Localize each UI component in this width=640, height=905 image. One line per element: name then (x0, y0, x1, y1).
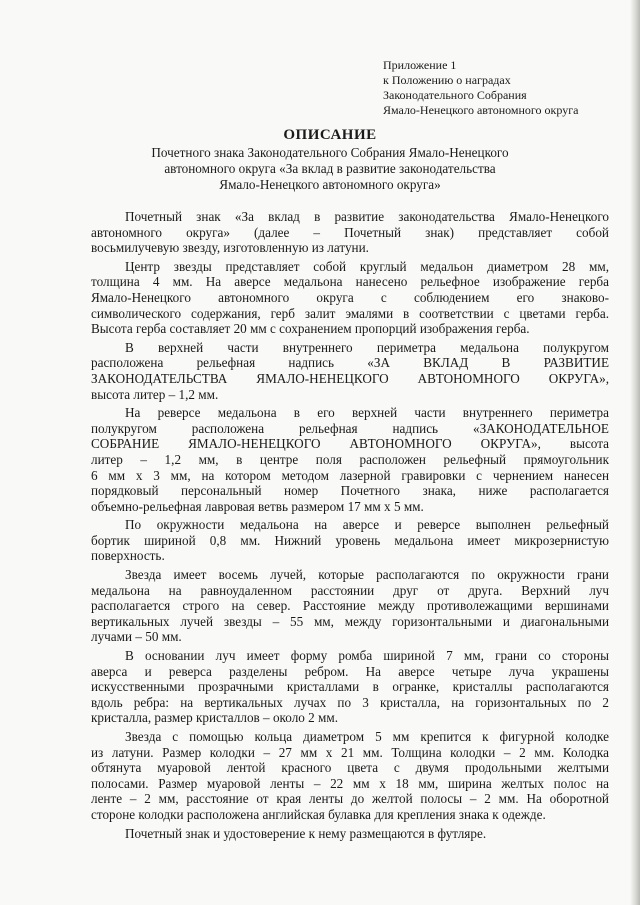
paragraph-line: лучами – 50 мм. (91, 629, 182, 645)
paragraph-line: объемно-рельефная лавровая ветвь размером 17 мм х 5 мм. (91, 498, 424, 514)
paragraph-line: литер – 1,2 мм, в центре поля расположен рельефный прямоугольник (91, 451, 609, 467)
paragraph-line: восьмилучевую звезду, изготовленную из латуни. (91, 240, 369, 256)
paragraph-line: 6 мм х 3 мм, на котором методом лазерной гравировки с чернением нанесен (91, 467, 609, 483)
appendix-line: к Положению о наградах (383, 73, 511, 87)
paragraph-line: медальона на равноудаленном расстоянии друг от друга. Верхний луч (91, 582, 609, 598)
paragraph-line: По окружности медальона на аверсе и реверсе выполнен рельефный (125, 517, 609, 533)
paragraph (91, 405, 609, 514)
paragraph-line: ленте – 2 мм, расстояние от края ленты до желтой полосы – 2 мм. На оборотной (91, 791, 609, 807)
paragraph-line: аверса и реверса разделены ребром. На аверсе четыре луча украшены (91, 663, 609, 679)
paragraph (91, 826, 609, 842)
paragraph (91, 209, 609, 256)
appendix-line: Законодательного Собрания (383, 88, 527, 102)
paragraph-line: обтянута муаровой лентой красного цвета с двумя продольными желтыми (91, 760, 609, 776)
paragraph-line: Высота герба составляет 20 мм с сохранением пропорций изображения герба. (91, 321, 530, 337)
paragraph-line: Почетный знак и удостоверение к нему размещаются в футляре. (125, 825, 487, 841)
paragraph-line: стороне колодки расположена английская булавка для крепления знака к одежде. (91, 806, 546, 822)
subtitle-line: автономного округа «За вклад в развитие законодательства (164, 161, 496, 176)
paragraph-line: толщина 4 мм. На аверсе медальона нанесено рельефное изображение герба (91, 274, 609, 290)
document-body (91, 209, 609, 844)
paragraph-line: Звезда с помощью кольца диаметром 5 мм крепится к фигурной колодке (125, 729, 609, 744)
document-title: ОПИСАНИЕ (283, 127, 377, 143)
paragraph (91, 259, 609, 337)
scan-edge-shadow (630, 0, 640, 905)
paragraph-line: Почетный знак «За вклад в развитие законодательства Ямало-Ненецкого (125, 209, 609, 224)
paragraph-line: вертикальных лучей звезды – 55 мм, между горизонтальными и диагональными (91, 613, 609, 629)
paragraph-line: полосами. Размер муаровой ленты – 22 мм х 18 мм, ширина желтых полос на (91, 775, 609, 791)
paragraph-line: СОБРАНИЕ ЯМАЛО-НЕНЕЦКОГО АВТОНОМНОГО ОКРУГА», высота (91, 436, 609, 452)
paragraph-line: В основании луч имеет форму ромба шириной 7 мм, грани со стороны (125, 648, 609, 664)
appendix-line: Ямало-Ненецкого автономного округа (383, 103, 579, 117)
paragraph (91, 648, 609, 726)
paragraph-line: вдоль ребра: на вертикальных лучах по 3 кристалла, на горизонтальных по 2 (91, 694, 609, 710)
paragraph-line: искусственными прозрачными кристаллами в огранке, кристаллы располагаются (91, 679, 609, 695)
appendix-line: Приложение 1 (383, 58, 457, 72)
paragraph-line: из латуни. Размер колодки – 27 мм х 21 мм. Толщина колодки – 2 мм. Колодка (91, 744, 609, 760)
paragraph-line: расположена рельефная надпись «ЗА ВКЛАД В РАЗВИТИЕ (91, 355, 609, 371)
paragraph-line: ЗАКОНОДАТЕЛЬСТВА ЯМАЛО-НЕНЕЦКОГО АВТОНОМНОГО ОКРУГА», (91, 370, 609, 386)
paragraph-line: располагается строго на север. Расстояние между противолежащими вершинами (91, 598, 609, 614)
paragraph-line: На реверсе медальона в его верхней части внутреннего периметра (125, 405, 609, 421)
paragraph-line: автономного округа» (далее – Почетный знак) представляет собой (91, 224, 609, 240)
paragraph (91, 340, 609, 402)
paragraph (91, 567, 609, 645)
paragraph (91, 517, 609, 564)
paragraph-line: высота литер – 1,2 мм. (91, 386, 219, 402)
subtitle-line: Ямало-Ненецкого автономного округа» (219, 177, 441, 192)
subtitle-line: Почетного знака Законодательного Собрания Ямало-Ненецкого (151, 145, 509, 160)
paragraph-line: В верхней части внутреннего периметра медальона полукругом (125, 339, 609, 355)
paragraph (91, 729, 609, 823)
paragraph-line: символического содержания, герб залит эмалями в соответствии с цветами герба. (91, 305, 609, 321)
paragraph-line: кристалла, размер кристаллов – около 2 мм. (91, 710, 339, 726)
paragraph-line: порядковый персональный номер Почетного знака, ниже располагается (91, 483, 609, 499)
appendix-header (383, 58, 628, 118)
document-subtitle (60, 145, 600, 193)
paragraph-line: полукругом расположена рельефная надпись «ЗАКОНОДАТЕЛЬНОЕ (91, 420, 609, 436)
paragraph-line: бортик шириной 0,8 мм. Нижний уровень медальона имеет микрозернистую (91, 532, 609, 548)
paragraph-line: Звезда имеет восемь лучей, которые располагаются по окружности грани (125, 567, 609, 583)
paragraph-line: Центр звезды представляет собой круглый медальон диаметром 28 мм, (125, 258, 609, 274)
paragraph-line: Ямало-Ненецкого автономного округа с соблюдением его знаково- (91, 289, 609, 305)
paragraph-line: поверхность. (91, 548, 165, 564)
